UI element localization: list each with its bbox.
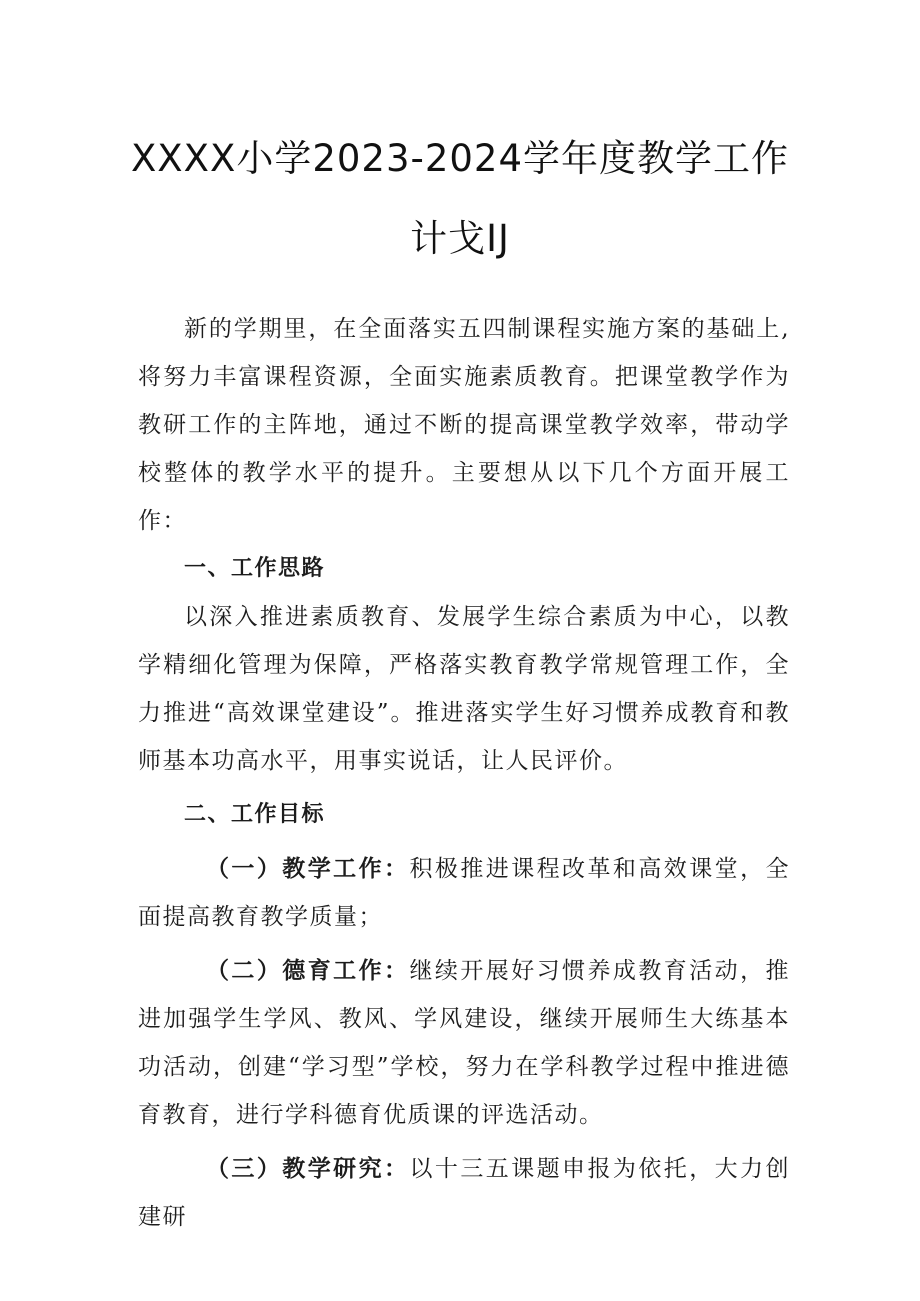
goal-item-text: 继续开展好习惯养成教育活动，推进加强学生学风、教风、学风建设，继续开展师生大练基本功活动，创建“学习型”学校，努力在学科教学过程中推进德育教育，进行学科德育优质课的评选活动。 bbox=[138, 958, 791, 1128]
goal-item-text: 以十三五课题申报为依托，大力创建研 bbox=[138, 1156, 791, 1230]
document-title-line-2: 计戈IJ bbox=[410, 217, 510, 260]
goal-item-teaching bbox=[138, 845, 790, 941]
goal-item-label: （二）德育工作： bbox=[206, 958, 410, 984]
document-title-line-1: XXXX小学2023-2024学年度教学工作 bbox=[130, 137, 790, 180]
goal-item-text: 积极推进课程改革和高效课堂，全面提高教育教学质量； bbox=[138, 856, 791, 930]
goal-item-label: （三）教学研究： bbox=[206, 1156, 410, 1182]
goal-item-label: （一）教学工作： bbox=[206, 856, 410, 882]
document-body bbox=[138, 305, 790, 1241]
intro-paragraph: 新的学期里，在全面落实五四制课程实施方案的基础上,将努力丰富课程资源，全面实施素质教育。把课堂教学作为教研工作的主阵地，通过不断的提高课堂教学效率，带动学校整体的教学水平的提升。主要想从以下几个方面开展工作： bbox=[138, 316, 790, 534]
goal-item-moral bbox=[138, 947, 790, 1139]
approach-paragraph: 以深入推进素质教育、发展学生综合素质为中心，以教学精细化管理为保障，严格落实教育教学常规管理工作，全力推进“高效课堂建设”。推进落实学生好习惯养成教育和教师基本功高水平，用事实说话，让人民评价。 bbox=[138, 604, 790, 774]
section-heading-goals: 二、工作目标 bbox=[184, 802, 326, 827]
goal-item-research bbox=[138, 1145, 790, 1241]
section-heading-approach: 一、工作思路 bbox=[184, 556, 326, 581]
